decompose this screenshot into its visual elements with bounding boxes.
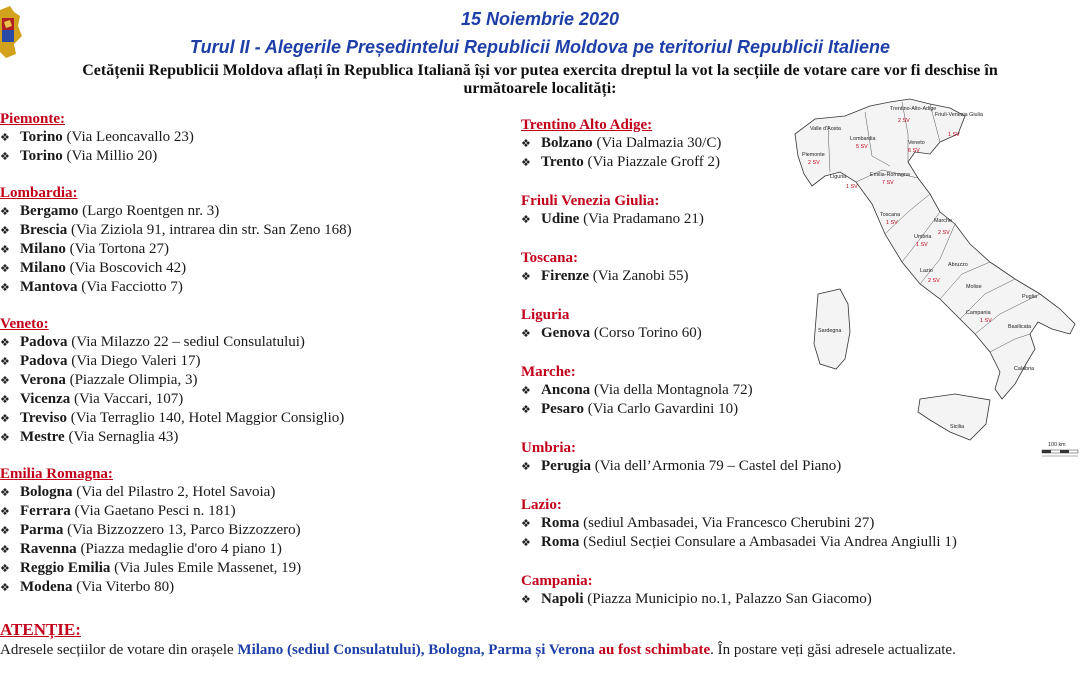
region-lazio (521, 496, 957, 552)
city-name: Verona (20, 372, 66, 388)
diamond-bullet-icon: ❖ (0, 374, 10, 387)
list-item (0, 352, 505, 371)
city-name: Ravenna (20, 541, 77, 557)
diamond-bullet-icon: ❖ (0, 281, 10, 294)
diamond-bullet-icon: ❖ (0, 336, 10, 349)
city-name: Genova (541, 325, 591, 341)
list-item (0, 578, 505, 597)
map-label-toscana-sv: 1 SV (886, 220, 898, 226)
map-label-lazio-sv: 2 SV (928, 278, 940, 284)
sicilia-shape (918, 394, 990, 440)
region-lombardia (0, 184, 505, 297)
intro-text: Cetățenii Republicii Moldova aflați în Republica Italiană își vor putea exercita dreptul la vot la secțiile de votare care vor fi deschise în următoarele localități: (82, 62, 998, 97)
diamond-bullet-icon: ❖ (521, 536, 531, 549)
diamond-bullet-icon: ❖ (521, 156, 531, 169)
diamond-bullet-icon: ❖ (521, 137, 531, 150)
map-label-veneto-sv: 6 SV (908, 148, 920, 154)
city-name: Perugia (541, 458, 591, 474)
diamond-bullet-icon: ❖ (0, 505, 10, 518)
list-item (521, 514, 921, 533)
document-title: Turul II - Alegerile Președintelui Republicii Moldova pe teritoriul Republicii Italiene (189, 37, 891, 57)
diamond-bullet-icon: ❖ (0, 131, 10, 144)
map-label-trentino: Trentino-Alto-Adige (890, 106, 937, 112)
list-item (0, 428, 505, 447)
city-name: Padova (20, 334, 68, 350)
region-campania (521, 572, 921, 609)
notice-prefix: Adresele secțiilor de votare din orașele (0, 642, 234, 658)
address: (Via Tortona 27) (69, 241, 170, 257)
list-item (0, 483, 505, 502)
map-label-toscana: Toscana (880, 212, 901, 218)
diamond-bullet-icon: ❖ (0, 543, 10, 556)
city-name: Mantova (20, 279, 78, 295)
diamond-bullet-icon: ❖ (0, 431, 10, 444)
city-name: Ferrara (20, 503, 71, 519)
left-column (0, 110, 505, 597)
notice-text (0, 642, 956, 659)
diamond-bullet-icon: ❖ (521, 213, 531, 226)
notice-suffix: . În postare veți găsi adresele actualizate. (710, 642, 956, 658)
address: (Via Leoncavallo 23) (66, 129, 194, 145)
city-name: Modena (20, 579, 73, 595)
map-label-calabria: Calabria (1014, 366, 1035, 372)
region-name: Trentino Alto Adige: (521, 117, 653, 133)
map-label-emilia-sv: 7 SV (882, 180, 894, 186)
list-item (0, 559, 505, 578)
map-scale-bar (1042, 442, 1078, 456)
diamond-bullet-icon: ❖ (0, 205, 10, 218)
italy-regions-map (790, 94, 1080, 464)
city-name: Roma (541, 515, 580, 531)
address: (Via Vaccari, 107) (74, 391, 184, 407)
address: (Via Piazzale Groff 2) (587, 154, 721, 170)
list-item (0, 333, 505, 352)
address: (Via Pradamano 21) (583, 211, 704, 227)
map-label-trentino-sv: 2 SV (898, 118, 910, 124)
map-label-piemonte: Piemonte (802, 152, 825, 158)
region-name: Emilia Romagna: (0, 466, 113, 482)
city-name: Treviso (20, 410, 67, 426)
address: (Via Viterbo 80) (76, 579, 175, 595)
list-item (0, 502, 505, 521)
diamond-bullet-icon: ❖ (521, 593, 531, 606)
map-label-valle-daosta: Valle d'Aosta (810, 126, 841, 132)
notice-changed: au fost schimbate (598, 642, 711, 658)
document-date: 15 Noiembrie 2020 (460, 9, 620, 29)
map-scale-label: 100 km (1048, 442, 1066, 448)
city-name: Milano (20, 260, 66, 276)
map-label-campania: Campania (966, 310, 991, 316)
map-label-umbria-sv: 1 SV (916, 242, 928, 248)
map-label-umbria: Umbria (914, 234, 932, 240)
region-name: Umbria: (521, 440, 576, 456)
city-name: Vicenza (20, 391, 71, 407)
address: (Via Facciotto 7) (81, 279, 183, 295)
city-name: Napoli (541, 591, 584, 607)
address: (Via Milazzo 22 – sediul Consulatului) (71, 334, 305, 350)
city-name: Firenze (541, 268, 590, 284)
list-item (0, 409, 505, 428)
list-item (0, 202, 505, 221)
map-label-veneto: Veneto (908, 140, 925, 146)
region-veneto (0, 315, 505, 447)
city-name: Pesaro (541, 401, 585, 417)
diamond-bullet-icon: ❖ (0, 355, 10, 368)
city-name: Reggio Emilia (20, 560, 111, 576)
city-name: Roma (541, 534, 580, 550)
address: (Sediul Secției Consulare a Ambasadei Via Andrea Angiulli 1) (583, 534, 957, 550)
address: (Via del Pilastro 2, Hotel Savoia) (76, 484, 276, 500)
address: (Via Millio 20) (66, 148, 158, 164)
map-label-campania-sv: 1 SV (980, 318, 992, 324)
city-name: Padova (20, 353, 68, 369)
address: (Corso Torino 60) (593, 325, 702, 341)
diamond-bullet-icon: ❖ (521, 460, 531, 473)
address: (Via Ziziola 91, intrarea din str. San Zeno 168) (70, 222, 352, 238)
map-label-lazio: Lazio (920, 268, 933, 274)
list-item (0, 240, 505, 259)
region-piemonte (0, 110, 505, 166)
address: (Via Jules Emile Massenet, 19) (114, 560, 302, 576)
address: (sediul Ambasadei, Via Francesco Cherubini 27) (583, 515, 875, 531)
map-label-molise: Molise (966, 284, 982, 290)
notice-cities: Milano (sediul Consulatului), Bologna, Parma și Verona (237, 642, 595, 658)
address: (Via Carlo Gavardini 10) (587, 401, 739, 417)
map-label-emilia: Emilia-Romagna (870, 172, 910, 178)
diamond-bullet-icon: ❖ (0, 412, 10, 425)
city-name: Bolzano (541, 135, 593, 151)
address: (Via Gaetano Pesci n. 181) (74, 503, 236, 519)
diamond-bullet-icon: ❖ (521, 403, 531, 416)
address: (Piazza medaglie d'oro 4 piano 1) (80, 541, 282, 557)
region-name: Lombardia: (0, 185, 78, 201)
diamond-bullet-icon: ❖ (0, 581, 10, 594)
address: (Via Zanobi 55) (592, 268, 689, 284)
address: (Via Bizzozzero 13, Parco Bizzozzero) (67, 522, 301, 538)
diamond-bullet-icon: ❖ (0, 524, 10, 537)
diamond-bullet-icon: ❖ (0, 224, 10, 237)
list-item (0, 390, 505, 409)
list-item (0, 371, 505, 390)
map-label-sardegna: Sardegna (818, 328, 842, 334)
address: (Via Diego Valeri 17) (71, 353, 201, 369)
city-name: Bergamo (20, 203, 79, 219)
diamond-bullet-icon: ❖ (0, 243, 10, 256)
map-label-abruzzo: Abruzzo (948, 262, 968, 268)
map-label-basilicata: Basilicata (1008, 324, 1032, 330)
diamond-bullet-icon: ❖ (521, 270, 531, 283)
city-name: Torino (20, 148, 63, 164)
region-emilia-romagna (0, 465, 505, 597)
map-label-piemonte-sv: 2 SV (808, 160, 820, 166)
city-name: Bologna (20, 484, 73, 500)
list-item (0, 128, 505, 147)
list-item (0, 521, 505, 540)
city-name: Trento (541, 154, 584, 170)
address: (Largo Roentgen nr. 3) (82, 203, 220, 219)
city-name: Udine (541, 211, 580, 227)
diamond-bullet-icon: ❖ (0, 562, 10, 575)
address: (Via Sernaglia 43) (68, 429, 179, 445)
region-name: Lazio: (521, 497, 562, 513)
list-item (521, 590, 921, 609)
diamond-bullet-icon: ❖ (0, 262, 10, 275)
map-label-marche-sv: 2 SV (938, 230, 950, 236)
list-item (0, 540, 505, 559)
map-label-lombardia: Lombardia (850, 136, 876, 142)
address: (Via della Montagnola 72) (593, 382, 753, 398)
city-name: Torino (20, 129, 63, 145)
city-name: Ancona (541, 382, 591, 398)
list-item (0, 147, 505, 166)
map-label-puglia: Puglia (1022, 294, 1037, 300)
diamond-bullet-icon: ❖ (521, 327, 531, 340)
list-item (0, 221, 505, 240)
address: (Piazza Municipio no.1, Palazzo San Giacomo) (587, 591, 872, 607)
diamond-bullet-icon: ❖ (0, 393, 10, 406)
map-label-friuli-sv: 1 SV (948, 132, 960, 138)
diamond-bullet-icon: ❖ (521, 517, 531, 530)
region-name: Toscana: (521, 250, 578, 266)
city-name: Brescia (20, 222, 68, 238)
address: (Via dell’Armonia 79 – Castel del Piano) (594, 458, 842, 474)
region-name: Marche: (521, 364, 576, 380)
map-label-marche: Marche (934, 218, 952, 224)
city-name: Mestre (20, 429, 65, 445)
region-name: Piemonte: (0, 111, 65, 127)
list-item (0, 278, 505, 297)
region-name: Campania: (521, 573, 593, 589)
map-label-sicilia: Sicilia (950, 424, 965, 430)
list-item (0, 259, 505, 278)
address: (Piazzale Olimpia, 3) (69, 372, 198, 388)
region-name: Liguria (521, 307, 570, 323)
map-label-liguria-sv: 1 SV (846, 184, 858, 190)
diamond-bullet-icon: ❖ (521, 384, 531, 397)
diamond-bullet-icon: ❖ (0, 150, 10, 163)
notice-title: ATENȚIE: (0, 620, 81, 639)
region-name: Friuli Venezia Giulia: (521, 193, 660, 209)
city-name: Parma (20, 522, 64, 538)
address: (Via Terraglio 140, Hotel Maggior Consiglio) (70, 410, 345, 426)
city-name: Milano (20, 241, 66, 257)
map-label-liguria: Liguria (830, 174, 847, 180)
address: (Via Dalmazia 30/C) (596, 135, 722, 151)
list-item (521, 533, 957, 552)
address: (Via Boscovich 42) (69, 260, 187, 276)
map-label-lombardia-sv: 5 SV (856, 144, 868, 150)
map-label-friuli: Friuli-Venezia Giulia (935, 112, 983, 118)
diamond-bullet-icon: ❖ (0, 486, 10, 499)
region-name: Veneto: (0, 316, 49, 332)
